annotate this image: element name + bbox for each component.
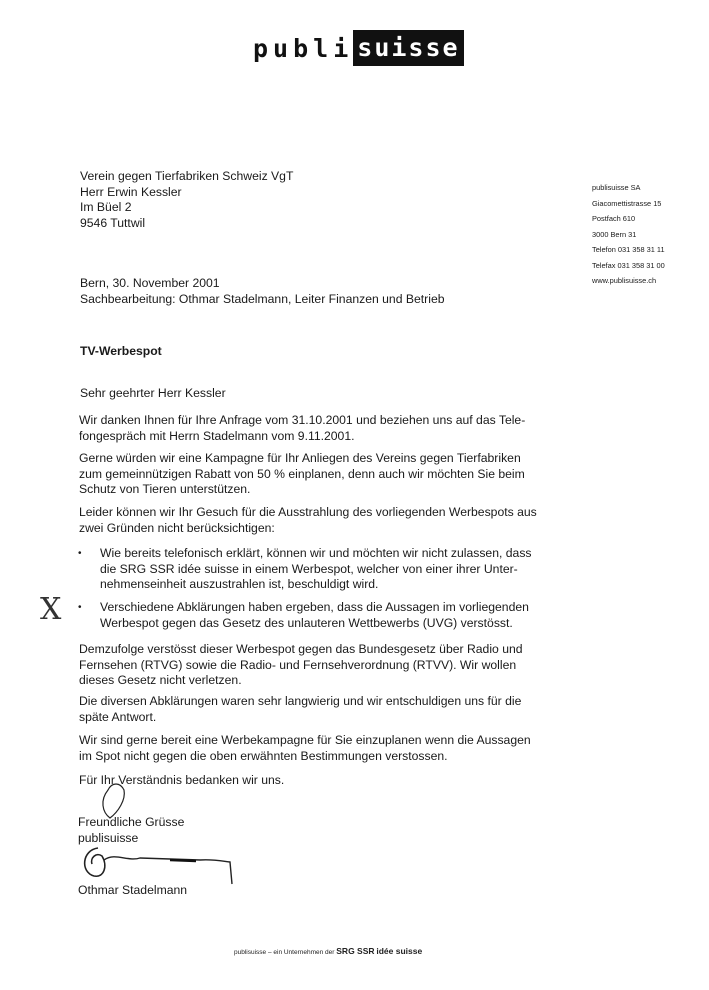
text-line: Fernsehen (RTVG) sowie die Radio- und Fernsehverordnung (RTVV). Wir wollen (79, 657, 517, 672)
text-line: Gerne würden wir eine Kampagne für Ihr Anliegen des Vereins gegen Tierfabriken (79, 451, 521, 465)
sender-line: Telefon 031 358 31 11 (592, 245, 665, 254)
text-line: Schutz von Tieren unterstützen. (79, 482, 251, 496)
text-line: Wir danken Ihnen für Ihre Anfrage vom 31.10.2001 und beziehen uns auf das Tele- (79, 413, 526, 427)
text-line: zum gemeinnützigen Rabatt von 50 % einplanen, denn auch wir möchten Sie beim (79, 466, 525, 481)
footer (234, 946, 422, 956)
text-line: Demzufolge verstösst dieser Werbespot gegen das Bundesgesetz über Radio und (79, 642, 523, 656)
text-line: nehmenseinheit auszustrahlen ist, beschuldigt wird. (100, 577, 379, 591)
text-line: im Spot nicht gegen die oben erwähnten Bestimmungen verstossen. (79, 748, 448, 763)
recipient-line: Herr Erwin Kessler (80, 184, 182, 199)
bullet-marker: • (78, 602, 82, 613)
sender-line: Giacomettistrasse 15 (592, 198, 662, 208)
handler-line: Sachbearbeitung: Othmar Stadelmann, Leiter Finanzen und Betrieb (80, 291, 445, 306)
subject-line: TV-Werbespot (80, 344, 162, 358)
text-line: späte Antwort. (79, 709, 157, 724)
signatory-name: Othmar Stadelmann (78, 883, 188, 897)
logo-text-publi: publi (253, 33, 354, 63)
sender-line: publisuisse SA (592, 183, 641, 192)
recipient-line: Verein gegen Tierfabriken Schweiz VgT (80, 169, 294, 183)
closing-line: Freundliche Grüsse (78, 815, 185, 829)
text-line: Die diversen Abklärungen waren sehr langwierig und wir entschuldigen uns für die (79, 694, 522, 708)
text-line: Werbespot gegen das Gesetz des unlauteren Wettbewerbs (UVG) verstösst. (100, 615, 513, 630)
sender-line: 3000 Bern 31 (592, 229, 637, 239)
text-line: zwei Gründen nicht berücksichtigen: (79, 520, 275, 535)
text-line: Leider können wir Ihr Gesuch für die Ausstrahlung des vorliegenden Werbespots aus (79, 505, 537, 519)
text-line: die SRG SSR idée suisse in einem Werbespot, welcher von einer ihrer Unter- (100, 561, 518, 576)
salutation: Sehr geehrter Herr Kessler (80, 386, 226, 400)
footer-prefix: publisuisse – ein Unternehmen der (234, 949, 335, 956)
handwritten-x-mark: X (40, 592, 62, 627)
recipient-line: 9546 Tuttwil (80, 215, 146, 230)
date-line: Bern, 30. November 2001 (80, 276, 220, 290)
sender-line: www.publisuisse.ch (592, 276, 657, 285)
text-line: Wir sind gerne bereit eine Werbekampagne für Sie einzuplanen wenn die Aussagen (79, 733, 531, 747)
footer-brand: SRG SSR (336, 946, 375, 956)
text-line: Verschiedene Abklärungen haben ergeben, dass die Aussagen im vorliegenden (100, 600, 529, 614)
text-line: fongespräch mit Herrn Stadelmann vom 9.11.2001. (79, 428, 355, 443)
sender-line: Telefax 031 358 31 00 (592, 260, 665, 270)
logo-text-suisse: suisse (353, 30, 463, 66)
sender-line: Postfach 610 (592, 214, 636, 223)
closing-line: publisuisse (78, 830, 139, 845)
recipient-line: Im Büel 2 (80, 200, 132, 214)
bullet-marker: • (78, 548, 82, 559)
text-line: Für Ihr Verständnis bedanken wir uns. (79, 773, 285, 787)
text-line: dieses Gesetz nicht verletzen. (79, 673, 242, 687)
text-line: Wie bereits telefonisch erklärt, können wir und möchten wir nicht zulassen, dass (100, 546, 532, 560)
footer-tagline: idée suisse (376, 946, 423, 956)
